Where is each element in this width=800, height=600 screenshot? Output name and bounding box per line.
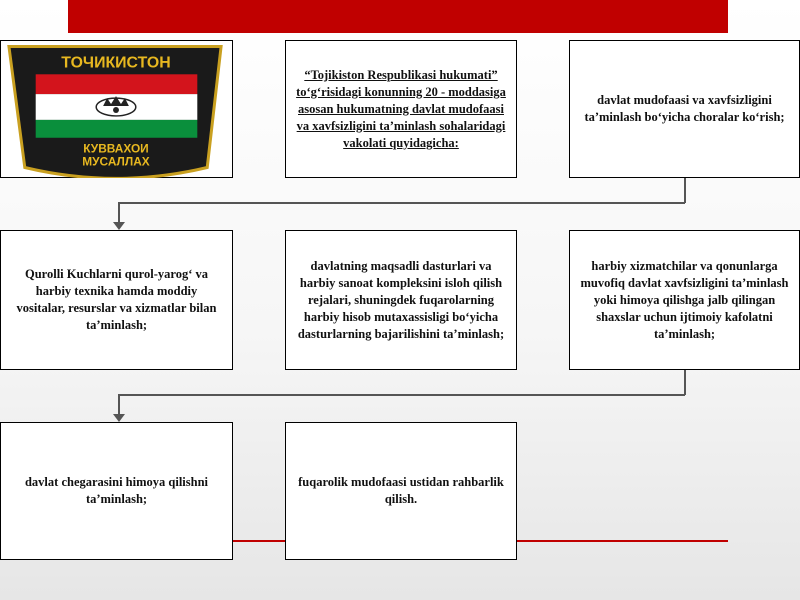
connector-1-horizontal [118,202,685,204]
box-weapons-supply [0,230,233,370]
emblem-bottom-line2: МУСАЛЛАХ [82,154,150,169]
box-weapons-supply-text: Qurolli Kuchlarni qurol-yarog‘ va harbiy texnika hamda moddiy vositalar, resurslar va xizmatlar bilan ta’minlash; [16,267,217,332]
box-state-programs [285,230,517,370]
box-social-guarantees-text: harbiy xizmatchilar va qonunlarga muvofiq davlat xavfsizligini ta’minlash yoki himoya qilishga jalb qilingan shaxslar uchun ijtimoiy kafolatni ta’minlash; [580,258,789,341]
box-defense-measures [569,40,800,178]
connector-2-drop [118,394,120,415]
arrow-down-icon [113,414,125,422]
box-state-programs-text: davlatning maqsadli dasturlari va harbiy sanoat kompleksini isloh qilish rejalari, shuningdek fuqarolarning harbiy hisob mutaxassisligi bo‘yicha dasturlarning bajarilishini ta’minlash; [297,258,505,341]
arrow-down-icon [113,222,125,230]
connector-2-horizontal [118,394,685,396]
emblem-bottom-line1: КУВВАХОИ [83,141,149,156]
box-civil-defense-text: fuqarolik mudofaasi ustidan rahbarlik qilish. [298,475,504,506]
box-border-protection-text: davlat chegarasini himoya qilishni ta’minlash; [24,475,209,506]
connector-1-drop [118,202,120,223]
intro-box [285,40,517,178]
connector-2-vertical [684,370,686,395]
intro-text: “Tojikiston Respublikasi hukumati” to‘g‘risidagi konunning 20 - moddasiga asosan hukumatning davlat mudofaasi va xavfsizligini ta’minlash sohalaridagi vakolati quyidagicha: [296,67,506,150]
top-accent-bar [68,0,728,33]
box-civil-defense [285,422,517,560]
box-defense-measures-text: davlat mudofaasi va xavfsizligini ta’minlash bo‘yicha choralar ko‘rish; [584,93,785,124]
box-social-guarantees [569,230,800,370]
bottom-accent-line-right [517,540,728,542]
box-border-protection [0,422,233,560]
tajik-armed-forces-emblem [1,40,232,178]
flag-red-stripe [36,74,198,94]
emblem-box [0,40,233,178]
bottom-accent-line-left [233,540,285,542]
connector-1-vertical [684,178,686,203]
flag-green-stripe [36,120,198,138]
emblem-top-text: ТОЧИКИСТОН [61,54,171,72]
